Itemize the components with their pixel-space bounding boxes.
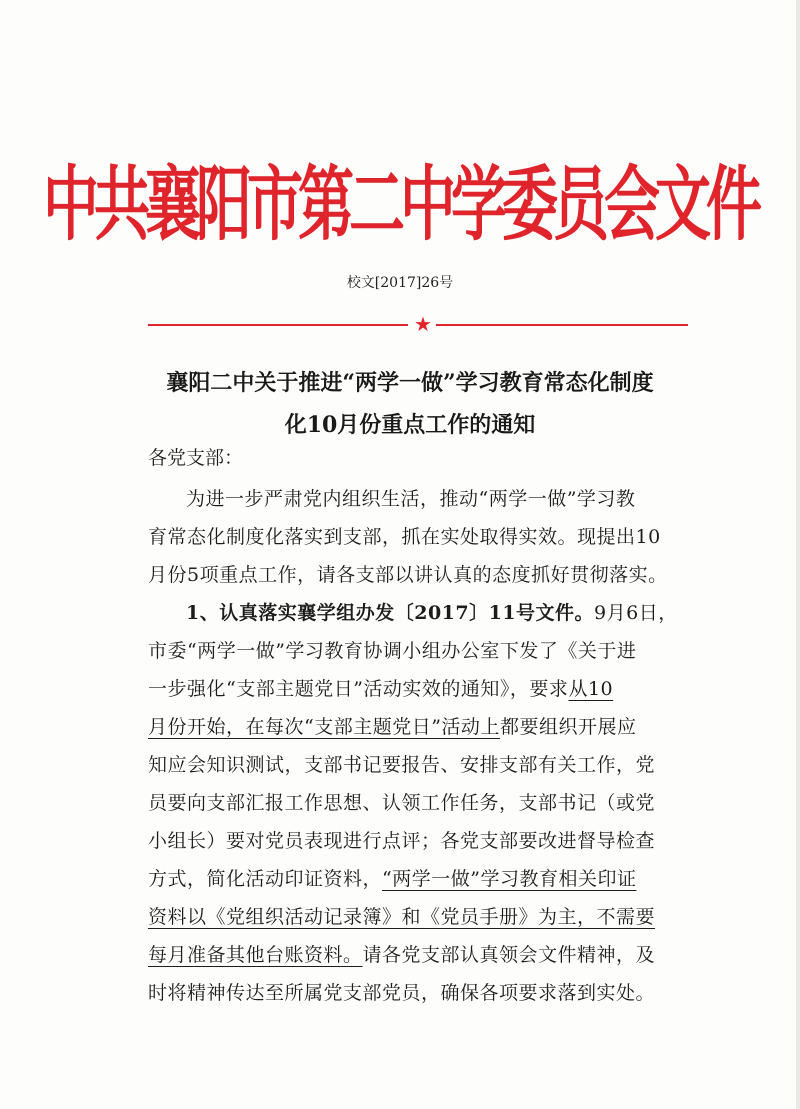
underlined-text: 从10 <box>568 678 614 700</box>
body-line <box>148 898 696 936</box>
document-number: 校文[2017]26号 <box>346 275 454 291</box>
notice-title <box>120 362 700 446</box>
item-1-heading-line <box>148 594 696 632</box>
separator-line-left <box>148 324 408 326</box>
notice-title-line-1: 襄阳二中关于推进“两学一做”学习教育常态化制度 <box>166 370 654 396</box>
body-text-span: 请各党支部认真领会文件精神，及 <box>362 944 656 966</box>
body-text-span: 一步强化“支部主题党日”活动实效的通知》，要求 <box>148 678 569 700</box>
underlined-text: 每月准备其他台账资料。 <box>148 944 363 966</box>
body-line: 为进一步严肃党内组织生活，推动“两学一做”学习教 <box>186 488 636 510</box>
star-icon: ★ <box>414 312 432 336</box>
underlined-text: 资料以《党组织活动记录簿》和《党员手册》为主，不需要 <box>148 906 656 928</box>
addressee: 各党支部： <box>148 447 244 469</box>
separator-line-right <box>436 324 688 326</box>
body-line <box>148 860 696 898</box>
body-line: 月份5项重点工作，请各支部以讲认真的态度抓好贯彻落实。 <box>148 564 668 586</box>
notice-body <box>148 480 696 1012</box>
document-header-title: 中共襄阳市第二中学委员会文件 <box>43 158 757 253</box>
body-line: 知应会知识测试，支部书记要报告、安排支部有关工作，党 <box>148 754 656 776</box>
body-line: 市委“两学一做”学习教育协调小组办公室下发了《关于进 <box>148 640 637 662</box>
underlined-text: 月份开始，在每次“支部主题党日”活动上 <box>148 716 500 738</box>
body-line: 员要向支部汇报工作思想、认领工作任务，支部书记（或党 <box>148 792 656 814</box>
notice-title-line-2: 化10月份重点工作的通知 <box>284 412 536 438</box>
body-line: 小组长）要对党员表现进行点评；各党支部要改进督导检查 <box>148 830 656 852</box>
item-1-heading: 1、认真落实襄学组办发〔2017〕11号文件。 <box>186 602 595 624</box>
body-line <box>148 936 696 974</box>
body-text-span: 都要组织开展应 <box>499 716 637 738</box>
body-line: 时将精神传达至所属党支部党员，确保各项要求落到实处。 <box>148 982 656 1004</box>
body-line <box>148 670 696 708</box>
underlined-text: “两学一做”学习教育相关印证 <box>382 868 637 890</box>
header-separator <box>148 312 688 336</box>
body-line: 育常态化制度化落实到支部，抓在实处取得实效。现提出10 <box>148 526 661 548</box>
body-text-span: 9月6日， <box>594 602 678 624</box>
body-line <box>148 708 696 746</box>
body-text-span: 方式，简化活动印证资料， <box>148 868 383 890</box>
